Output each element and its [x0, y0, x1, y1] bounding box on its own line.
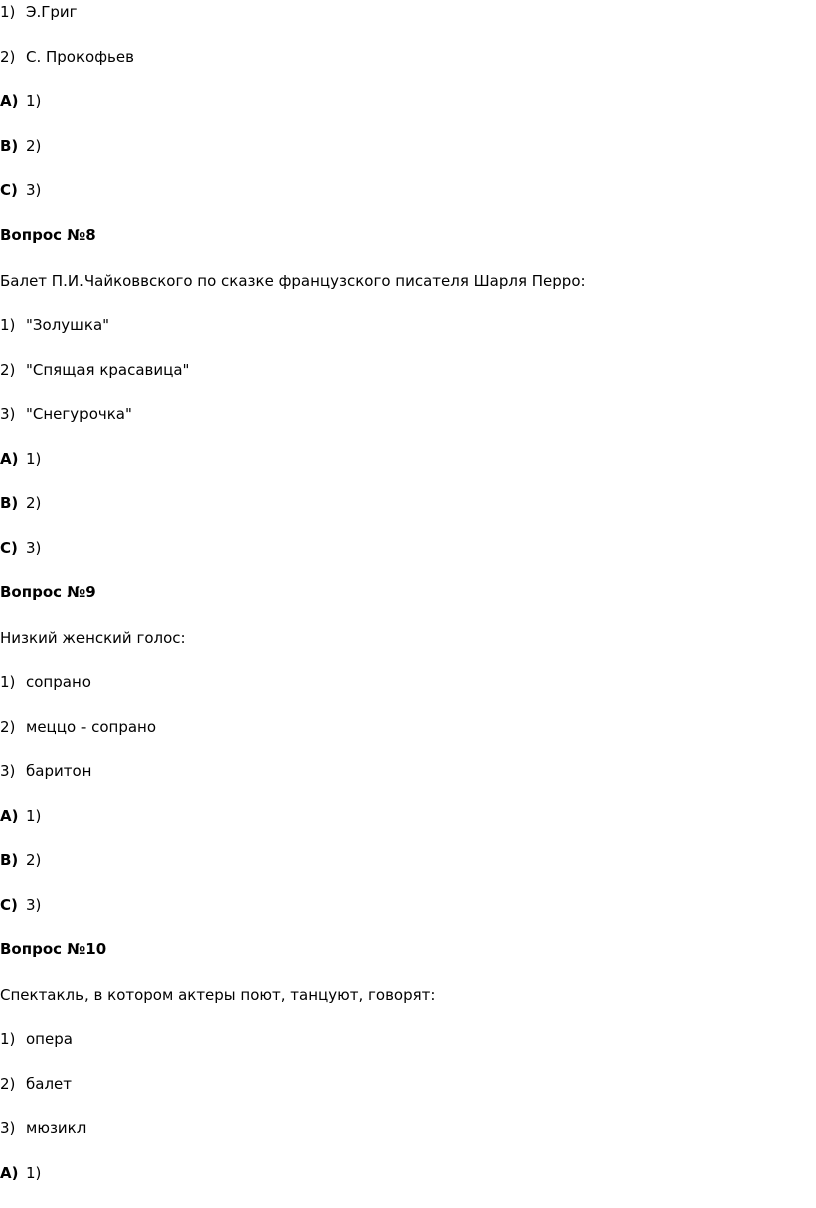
answer-item-1: [0, 314, 109, 336]
option-a[interactable]: [0, 448, 41, 470]
answer-item-1: [0, 1, 78, 23]
option-letter: B): [0, 137, 19, 155]
option-c[interactable]: [0, 894, 41, 916]
option-c[interactable]: [0, 537, 41, 559]
option-a[interactable]: [0, 90, 41, 112]
option-value: 3): [26, 181, 42, 199]
item-text: "Снегурочка": [26, 405, 132, 423]
question-9-text: Низкий женский голос:: [0, 629, 186, 647]
answer-item-1: [0, 1028, 73, 1050]
answer-item-2: [0, 716, 156, 738]
item-number: 2): [0, 48, 16, 66]
option-value: 1): [26, 807, 42, 825]
item-text: баритон: [26, 762, 92, 780]
answer-item-2: [0, 1073, 72, 1095]
item-text: Э.Григ: [26, 3, 78, 21]
answer-item-1: [0, 671, 91, 693]
option-c[interactable]: [0, 179, 41, 201]
item-number: 2): [0, 718, 16, 736]
option-letter: B): [0, 851, 19, 869]
option-letter: C): [0, 539, 18, 557]
option-value: 2): [26, 851, 42, 869]
option-b[interactable]: [0, 492, 41, 514]
question-10-text: Спектакль, в котором актеры поют, танцуют, говорят:: [0, 986, 436, 1004]
item-number: 1): [0, 1030, 16, 1048]
option-value: 1): [26, 1164, 42, 1182]
option-value: 1): [26, 450, 42, 468]
question-10-title: Вопрос №10: [0, 940, 107, 958]
item-number: 3): [0, 1119, 16, 1137]
item-text: сопрано: [26, 673, 91, 691]
option-letter: C): [0, 896, 18, 914]
item-text: опера: [26, 1030, 73, 1048]
option-b[interactable]: [0, 135, 41, 157]
item-number: 2): [0, 1075, 16, 1093]
item-text: меццо - сопрано: [26, 718, 157, 736]
option-letter: A): [0, 1164, 19, 1182]
option-letter: C): [0, 181, 18, 199]
item-text: "Спящая красавица": [26, 361, 190, 379]
item-text: мюзикл: [26, 1119, 87, 1137]
answer-item-2: [0, 359, 189, 381]
option-a[interactable]: [0, 805, 41, 827]
option-value: 1): [26, 92, 42, 110]
item-text: "Золушка": [26, 316, 110, 334]
option-value: 2): [26, 137, 42, 155]
answer-item-3: [0, 1117, 86, 1139]
item-number: 3): [0, 762, 16, 780]
answer-item-2: [0, 46, 134, 68]
option-value: 3): [26, 896, 42, 914]
answer-item-3: [0, 403, 132, 425]
item-text: балет: [26, 1075, 72, 1093]
question-8-text: Балет П.И.Чайковвского по сказке французского писателя Шарля Перро:: [0, 272, 586, 290]
option-value: 3): [26, 539, 42, 557]
item-number: 1): [0, 316, 16, 334]
option-letter: B): [0, 494, 19, 512]
answer-item-3: [0, 760, 91, 782]
item-number: 1): [0, 673, 16, 691]
option-b[interactable]: [0, 849, 41, 871]
item-number: 2): [0, 361, 16, 379]
option-letter: A): [0, 807, 19, 825]
item-text: С. Прокофьев: [26, 48, 134, 66]
option-letter: A): [0, 92, 19, 110]
question-9-title: Вопрос №9: [0, 583, 96, 601]
question-8-title: Вопрос №8: [0, 226, 96, 244]
item-number: 1): [0, 3, 16, 21]
option-value: 2): [26, 494, 42, 512]
option-a[interactable]: [0, 1162, 41, 1184]
item-number: 3): [0, 405, 16, 423]
option-letter: A): [0, 450, 19, 468]
